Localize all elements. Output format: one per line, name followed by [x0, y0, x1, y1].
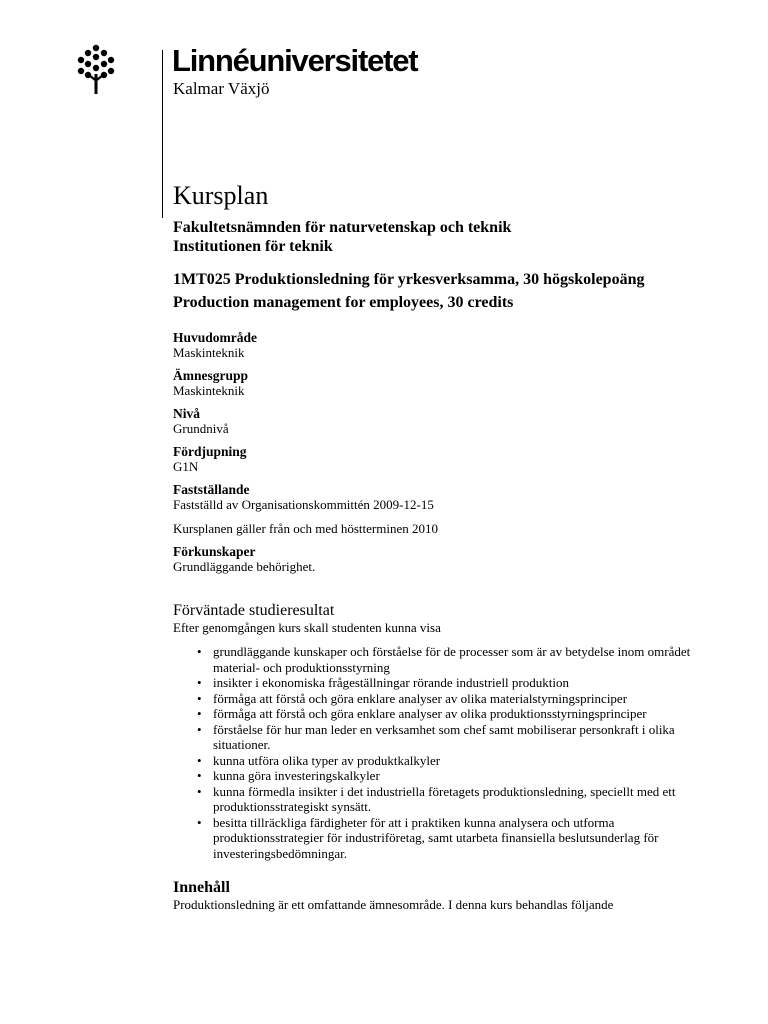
fact-value-depth: G1N — [173, 459, 199, 474]
header-divider — [162, 50, 163, 218]
fact-value-prerequisites: Grundläggande behörighet. — [173, 559, 316, 574]
list-item: • kunna göra investeringskalkyler — [213, 768, 713, 784]
content-text: Produktionsledning är ett omfattande ämnesområde. I denna kurs behandlas följande — [173, 897, 614, 912]
list-item: • förmåga att förstå och göra enklare analyser av olika produktionsstyrningsprinciper — [213, 706, 713, 722]
list-item: • grundläggande kunskaper och förståelse för de processer som är av betydelse inom området material- och produktionsstyrning — [213, 644, 713, 675]
list-item: • förståelse för hur man leder en verksamhet som chef samt mobiliserar personkraft i olika situationer. — [213, 722, 713, 753]
course-facts — [173, 330, 713, 574]
fact-value-approval: Fastställd av Organisationskommittén 2009-12-15 — [173, 497, 434, 512]
fact-label-level: Nivå — [173, 406, 200, 421]
list-item: • förmåga att förstå och göra enklare analyser av olika materialstyrningsprinciper — [213, 691, 713, 707]
fact-label-depth: Fördjupning — [173, 444, 247, 459]
fact-value-level: Grundnivå — [173, 421, 229, 436]
list-item: • besitta tillräckliga färdigheter för att i praktiken kunna analysera och utforma produktionsstrategier för industriföretag, samt utarbeta finansiella beslutsunderlag för investeringsbedömningar. — [213, 815, 713, 862]
fact-label-prerequisites: Förkunskaper — [173, 544, 256, 559]
fact-value-subject-group: Maskinteknik — [173, 383, 245, 398]
course-title-sv: 1MT025 Produktionsledning för yrkesverksamma, 30 högskolepoäng — [173, 271, 645, 288]
list-item: • insikter i ekonomiska frågeställningar rörande industriell produktion — [213, 675, 713, 691]
content-section — [173, 879, 713, 912]
faculty-name: Fakultetsnämnden för naturvetenskap och teknik — [173, 219, 512, 236]
fact-value-validity: Kursplanen gäller från och med höstterminen 2010 — [173, 521, 438, 536]
outcomes-title: Förväntade studieresultat — [173, 602, 335, 619]
syllabus-content — [173, 180, 713, 912]
tree-logo-icon — [76, 44, 116, 96]
content-title: Innehåll — [173, 879, 230, 896]
outcomes-section — [173, 602, 713, 861]
fact-label-approval: Fastställande — [173, 482, 250, 497]
fact-label-subject-group: Ämnesgrupp — [173, 368, 249, 383]
fact-value-main-field: Maskinteknik — [173, 345, 245, 360]
university-subtitle: Kalmar Växjö — [173, 79, 270, 98]
fact-label-main-field: Huvudområde — [173, 330, 258, 345]
department-name: Institutionen för teknik — [173, 238, 333, 255]
university-name: Linnéuniversitetet — [172, 43, 418, 78]
list-item: • kunna utföra olika typer av produktkalkyler — [213, 753, 713, 769]
outcomes-list — [173, 644, 713, 861]
document-title: Kursplan — [173, 181, 269, 210]
outcomes-intro: Efter genomgången kurs skall studenten kunna visa — [173, 620, 441, 635]
list-item: • kunna förmedla insikter i det industriella företagets produktionsledning, speciellt med ett produktionsstrategiskt synsätt. — [213, 784, 713, 815]
course-title-en: Production management for employees, 30 credits — [173, 294, 514, 311]
